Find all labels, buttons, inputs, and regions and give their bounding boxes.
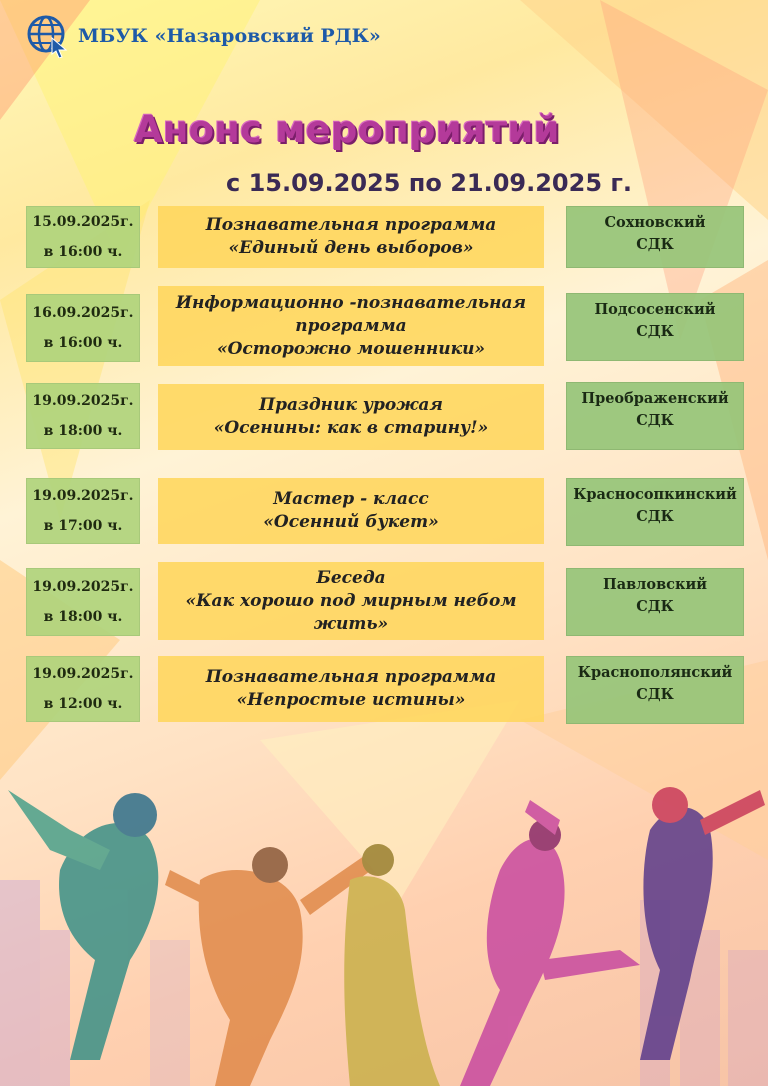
date-range-subtitle: с 15.09.2025 по 21.09.2025 г.: [226, 169, 633, 197]
event-date-box: [26, 656, 140, 722]
event-line: «Осенины: как в старину!»: [213, 418, 489, 438]
event-line: «Непростые истины»: [236, 690, 466, 710]
event-venue: Краснополянский: [577, 664, 733, 681]
event-title-box: [158, 384, 544, 450]
event-date-box: [26, 383, 140, 449]
event-venue-box: [566, 382, 744, 450]
event-time: в 18:00 ч.: [43, 423, 123, 439]
event-line: Мастер - класс: [273, 489, 429, 509]
event-venue-type: СДК: [636, 598, 674, 615]
event-venue: Подсосенский: [594, 301, 716, 318]
event-venue-type: СДК: [636, 236, 674, 253]
event-venue-type: СДК: [636, 412, 674, 429]
event-date: 19.09.2025г.: [32, 488, 134, 504]
event-line: «Как хорошо под мирным небом: [185, 590, 517, 611]
event-title-box: [158, 478, 544, 544]
event-line: Информационно -познавательная: [175, 292, 527, 313]
globe-cursor-icon: [26, 14, 70, 58]
event-date: 15.09.2025г.: [32, 214, 134, 230]
event-title-box: [158, 206, 544, 268]
event-time: в 16:00 ч.: [43, 244, 123, 260]
event-time: в 12:00 ч.: [43, 696, 123, 712]
event-time: в 17:00 ч.: [43, 518, 123, 534]
event-date: 16.09.2025г.: [32, 305, 134, 321]
event-date-box: [26, 294, 140, 362]
event-venue-box: [566, 656, 744, 724]
event-title-box: [158, 656, 544, 722]
event-line: Познавательная программа: [205, 215, 497, 235]
event-line: «Единый день выборов»: [228, 238, 474, 258]
event-date-box: [26, 478, 140, 544]
event-date-box: [26, 206, 140, 268]
event-date-box: [26, 568, 140, 636]
event-line: программа: [295, 315, 407, 336]
event-title-box: [158, 562, 544, 640]
event-venue-box: [566, 293, 744, 361]
event-line: «Осенний букет»: [263, 512, 439, 532]
event-venue: Красносопкинский: [573, 486, 737, 503]
org-name: МБУК «Назаровский РДК»: [78, 25, 381, 47]
event-date: 19.09.2025г.: [32, 579, 134, 595]
event-time: в 16:00 ч.: [43, 335, 123, 351]
event-venue: Преображенский: [581, 390, 729, 407]
event-date: 19.09.2025г.: [32, 393, 134, 409]
event-date: 19.09.2025г.: [32, 666, 134, 682]
event-title-box: [158, 286, 544, 366]
event-venue-type: СДК: [636, 686, 674, 703]
event-venue-box: [566, 478, 744, 546]
org-logo: [26, 14, 381, 58]
event-venue-type: СДК: [636, 508, 674, 525]
event-venue: Сохновский: [604, 214, 706, 231]
event-venue-type: СДК: [636, 323, 674, 340]
event-line: Праздник урожая: [259, 395, 443, 415]
event-line: Беседа: [316, 567, 386, 588]
event-venue: Павловский: [603, 576, 707, 593]
event-line: Познавательная программа: [205, 667, 497, 687]
event-venue-box: [566, 206, 744, 268]
page-title: Анонс мероприятий: [134, 108, 560, 151]
event-time: в 18:00 ч.: [43, 609, 123, 625]
event-venue-box: [566, 568, 744, 636]
event-line: жить»: [313, 613, 389, 634]
event-line: «Осторожно мошенники»: [216, 338, 486, 359]
